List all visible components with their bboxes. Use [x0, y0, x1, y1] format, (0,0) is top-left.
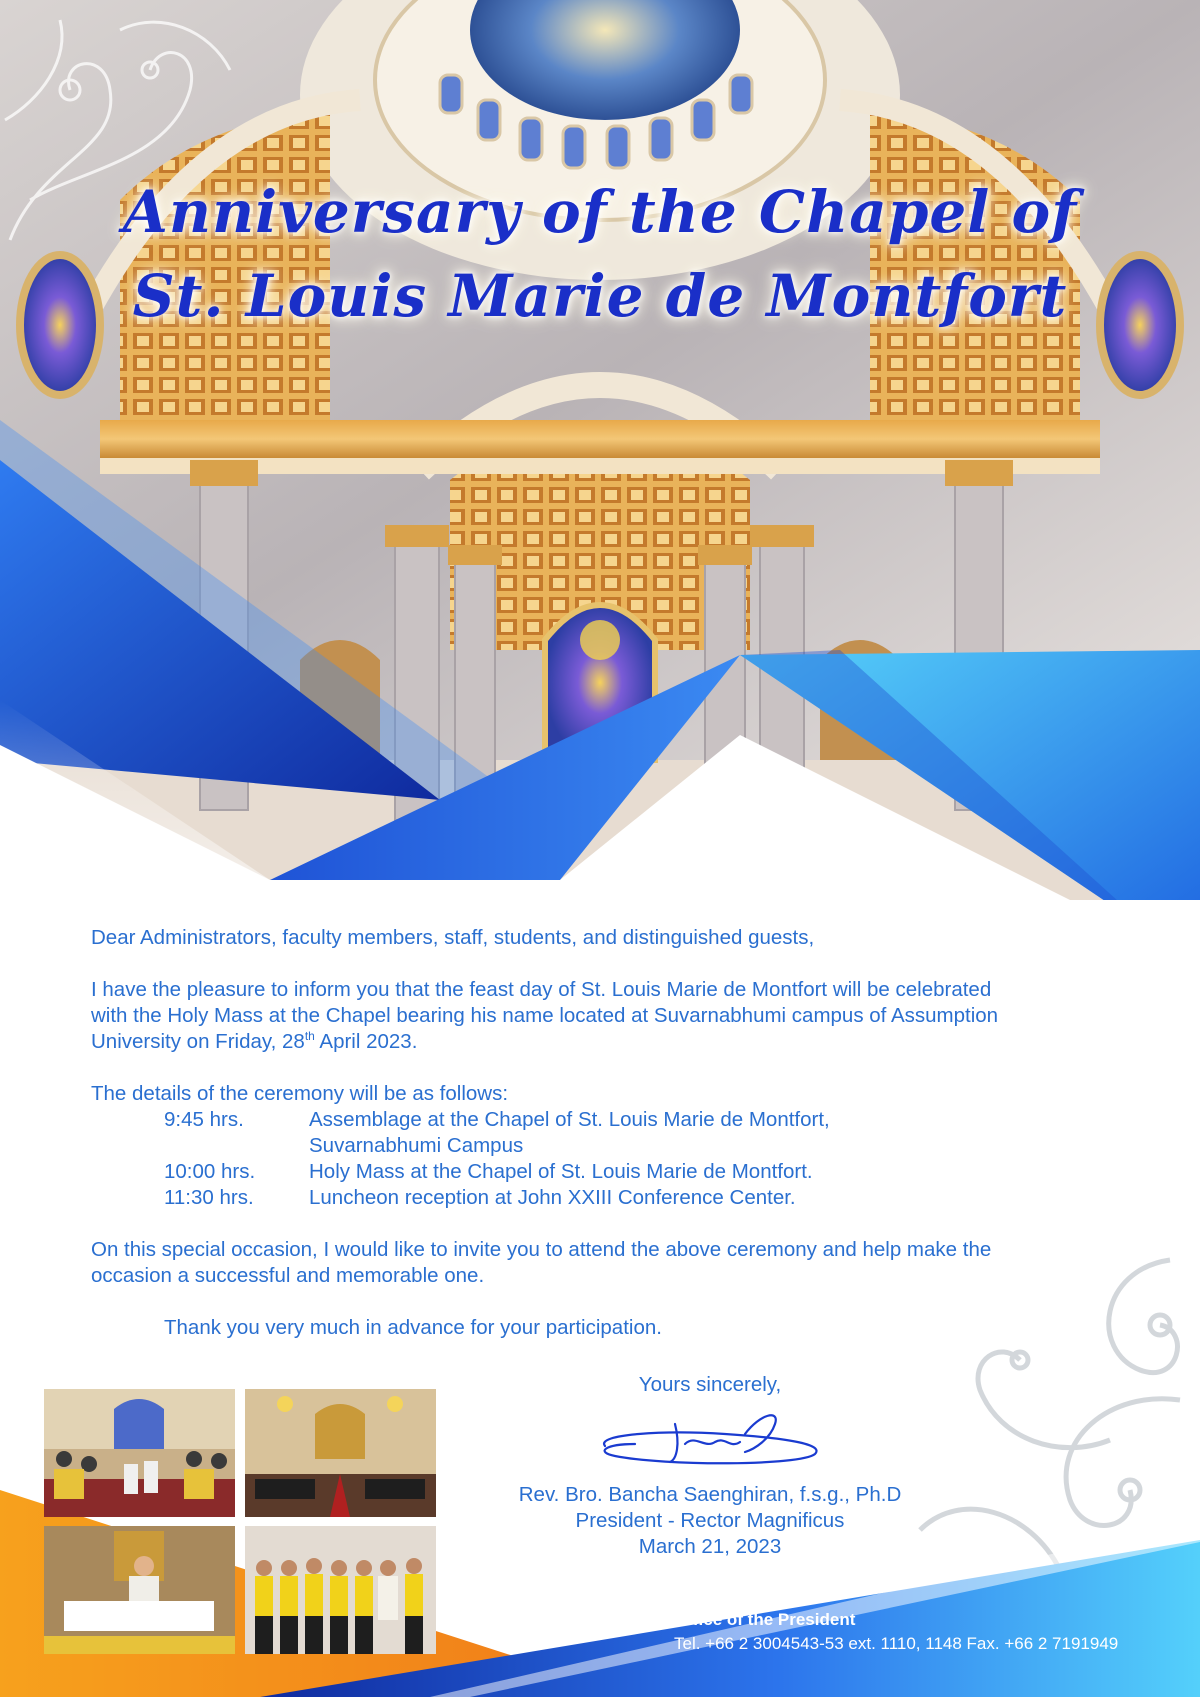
intro-line-3-start: University on Friday, 28: [91, 1030, 305, 1053]
invite-line-2: occasion a successful and memorable one.: [91, 1264, 485, 1287]
intro-line-1: I have the pleasure to inform you that the feast day of St. Louis Marie de Montfort will be celebrated: [91, 978, 992, 1001]
letter-date: March 21, 2023: [638, 1535, 782, 1558]
details-heading: The details of the ceremony will be as follows:: [91, 1082, 509, 1105]
schedule-description: Assemblage at the Chapel of St. Louis Marie de Montfort,: [309, 1108, 830, 1131]
event-title-line2: St. Louis Marie de Montfort: [132, 262, 1068, 330]
thanks-line: Thank you very much in advance for your participation.: [164, 1316, 662, 1339]
schedule-description: Luncheon reception at John XXIII Conference Center.: [309, 1186, 796, 1209]
intro-line-2: with the Holy Mass at the Chapel bearing his name located at Suvarnabhumi campus of Assumption: [91, 1004, 999, 1027]
schedule-description-continued: Suvarnabhumi Campus: [309, 1134, 524, 1157]
intro-line-3-end: April 2023.: [314, 1030, 418, 1053]
schedule-list: [91, 1107, 1111, 1211]
event-title: [0, 170, 1200, 338]
schedule-item: [91, 1185, 1111, 1211]
closing-text: Yours sincerely,: [638, 1373, 782, 1396]
handwritten-signature: [585, 1404, 835, 1474]
event-title-line1: Anniversary of the Chapel of: [122, 178, 1078, 246]
invite-line-1: On this special occasion, I would like to invite you to attend the above ceremony and help make the: [91, 1238, 992, 1261]
schedule-item: [91, 1107, 1111, 1133]
ceremony-photo: [44, 1389, 235, 1517]
signatory-name: Rev. Bro. Bancha Saenghiran, f.s.g., Ph.D: [518, 1483, 902, 1506]
ceremony-photo: [44, 1526, 235, 1654]
signatory-position: President - Rector Magnificus: [575, 1509, 845, 1532]
intro-line-3: [91, 1029, 1111, 1055]
schedule-time: 10:00 hrs.: [164, 1160, 256, 1183]
contact-info: Tel. +66 2 3004543-53 ext. 1110, 1148 Fax. +66 2 7191949: [674, 1634, 1119, 1653]
ordinal-suffix: th: [304, 1029, 315, 1044]
schedule-time: 11:30 hrs.: [164, 1186, 254, 1209]
schedule-item-continued: [91, 1133, 1111, 1159]
ceremony-photo: [245, 1389, 436, 1517]
schedule-time: 9:45 hrs.: [164, 1108, 244, 1131]
footer-contact: [674, 1608, 1184, 1656]
office-name: Office of the President: [674, 1610, 856, 1629]
schedule-description: Holy Mass at the Chapel of St. Louis Marie de Montfort.: [309, 1160, 813, 1183]
salutation: Dear Administrators, faculty members, staff, students, and distinguished guests,: [91, 926, 815, 949]
schedule-item: [91, 1159, 1111, 1185]
ceremony-photo: [245, 1526, 436, 1654]
